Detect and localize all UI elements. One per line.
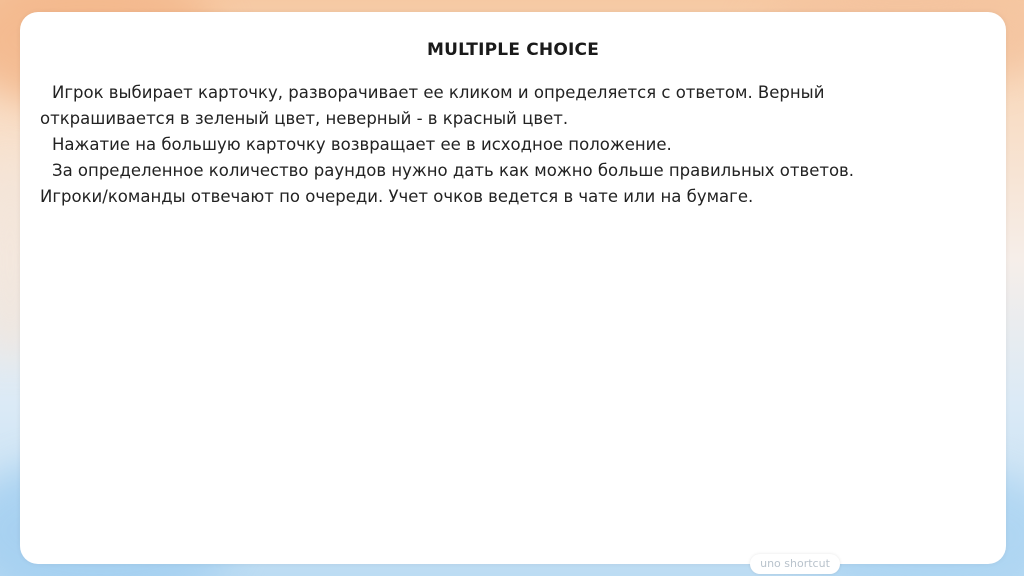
rules-line: За определенное количество раундов нужно дать как можно больше правильных ответов. <box>52 161 855 180</box>
rules-line: Игроки/команды отвечают по очереди. Учет очков ведется в чате или на бумаге. <box>40 187 754 206</box>
rules-line: открашивается в зеленый цвет, неверный - в красный цвет. <box>40 109 569 128</box>
rules-line: Игрок выбирает карточку, разворачивает ее кликом и определяется с ответом. Верный <box>52 83 825 102</box>
footer-tag: uno shortcut <box>750 554 840 574</box>
slide-body <box>40 80 940 210</box>
slide-title: MULTIPLE CHOICE <box>426 40 600 60</box>
slide-card <box>20 12 1006 564</box>
rules-line: Нажатие на большую карточку возвращает ее в исходное положение. <box>52 135 672 154</box>
